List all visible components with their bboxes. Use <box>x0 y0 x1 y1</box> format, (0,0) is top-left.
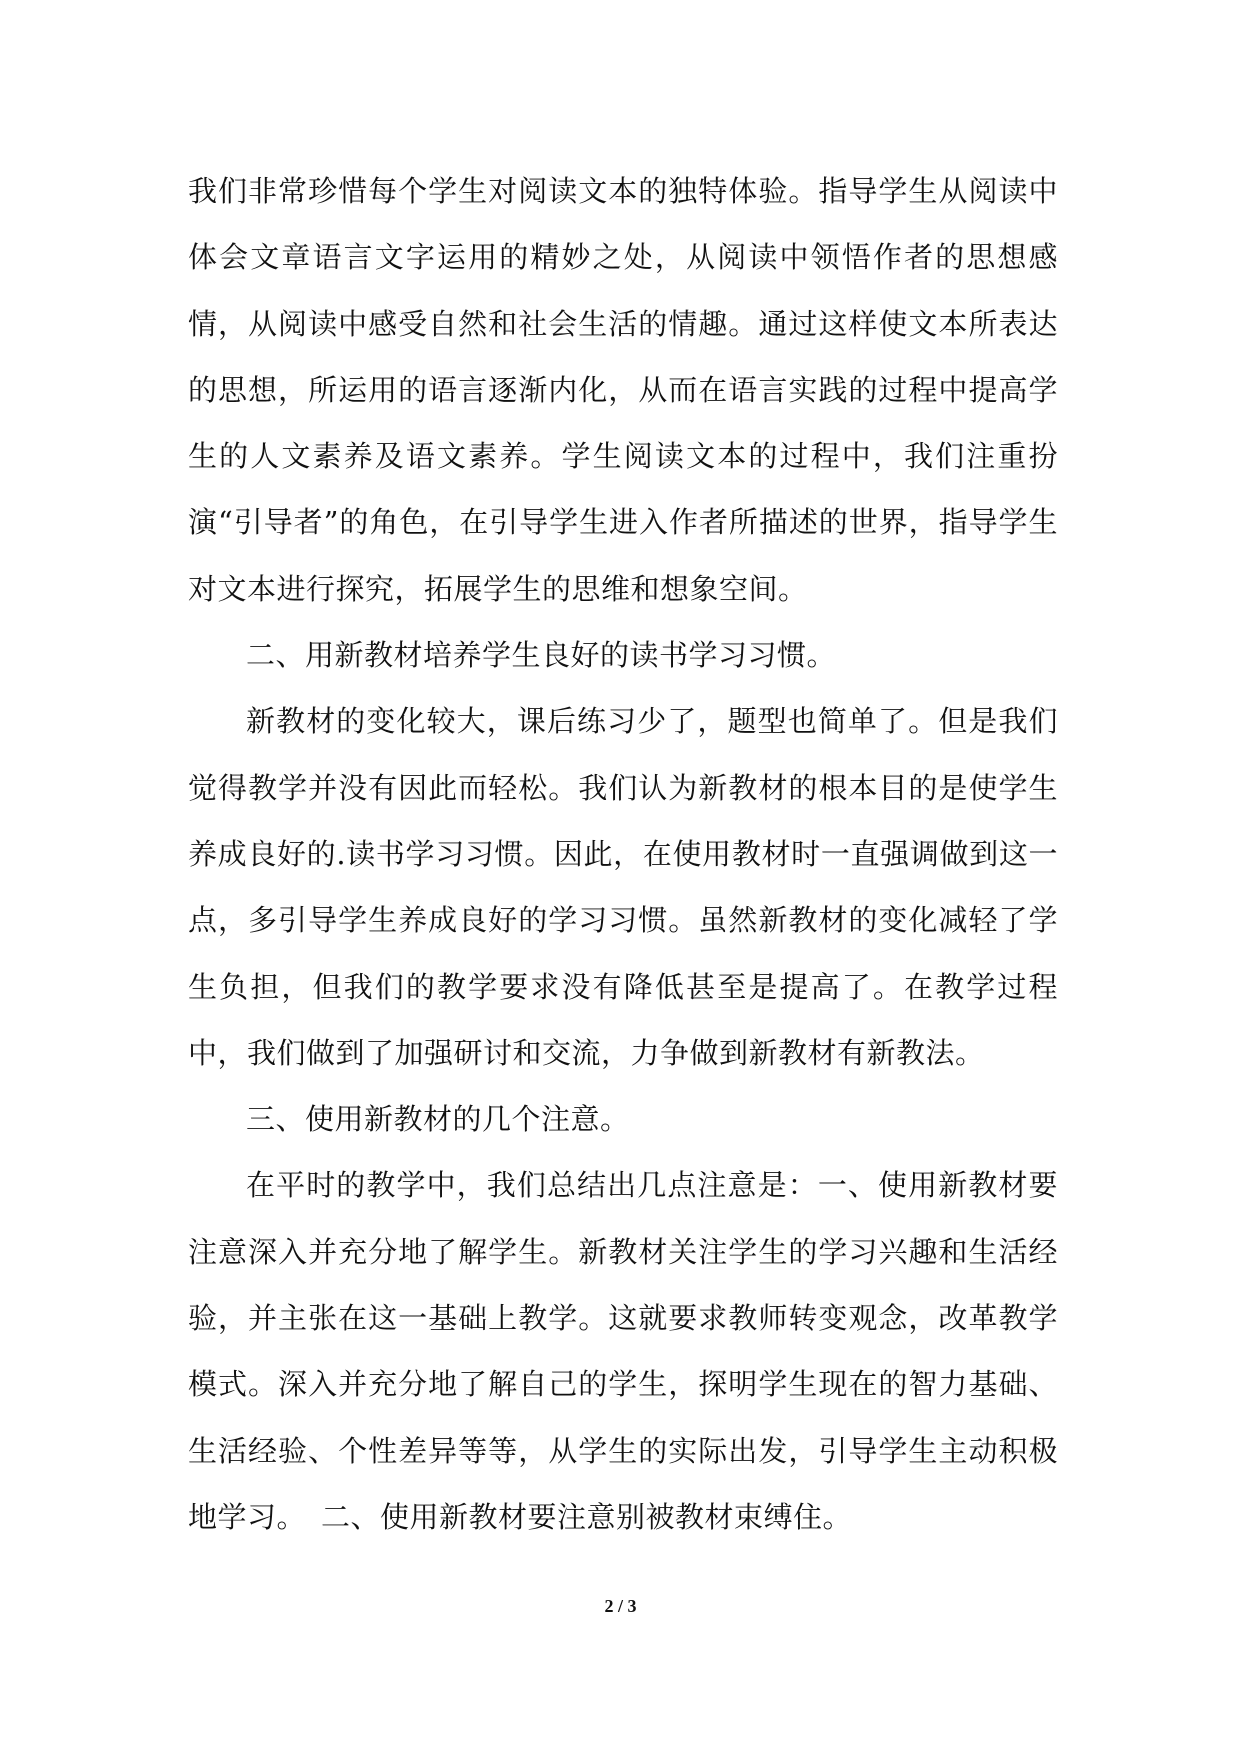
page-number: 2 / 3 <box>604 1596 637 1616</box>
paragraph-1: 我们非常珍惜每个学生对阅读文本的独特体验。指导学生从阅读中体会文章语言文字运用的精妙之处，从阅读中领悟作者的思想感情，从阅读中感受自然和社会生活的情趣。通过这样使文本所表达的思想，所运用的语言逐渐内化，从而在语言实践的过程中提高学生的人文素养及语文素养。学生阅读文本的过程中，我们注重扮演“引导者”的角色，在引导学生进入作者所描述的世界，指导学生对文本进行探究，拓展学生的思维和想象空间。 <box>188 174 1058 606</box>
section-heading-2: 二、用新教材培养学生良好的读书学习习惯。 <box>246 638 837 673</box>
section-heading-3: 三、使用新教材的几个注意。 <box>246 1102 630 1137</box>
paragraph-3: 新教材的变化较大，课后练习少了，题型也简单了。但是我们觉得教学并没有因此而轻松。我们认为新教材的根本目的是使学生养成良好的.读书学习习惯。因此，在使用教材时一直强调做到这一点，多引导学生养成良好的学习习惯。虽然新教材的变化减轻了学生负担，但我们的教学要求没有降低甚至是提高了。在教学过程中，我们做到了加强研讨和交流，力争做到新教材有新教法。 <box>188 704 1058 1070</box>
document-body <box>188 158 1058 1550</box>
paragraph-5: 在平时的教学中，我们总结出几点注意是：一、使用新教材要注意深入并充分地了解学生。新教材关注学生的学习兴趣和生活经验，并主张在这一基础上教学。这就要求教师转变观念，改革教学模式。深入并充分地了解自己的学生，探明学生现在的智力基础、生活经验、个性差异等等，从学生的实际出发，引导学生主动积极地学习。 二、使用新教材要注意别被教材束缚住。 <box>188 1168 1058 1534</box>
